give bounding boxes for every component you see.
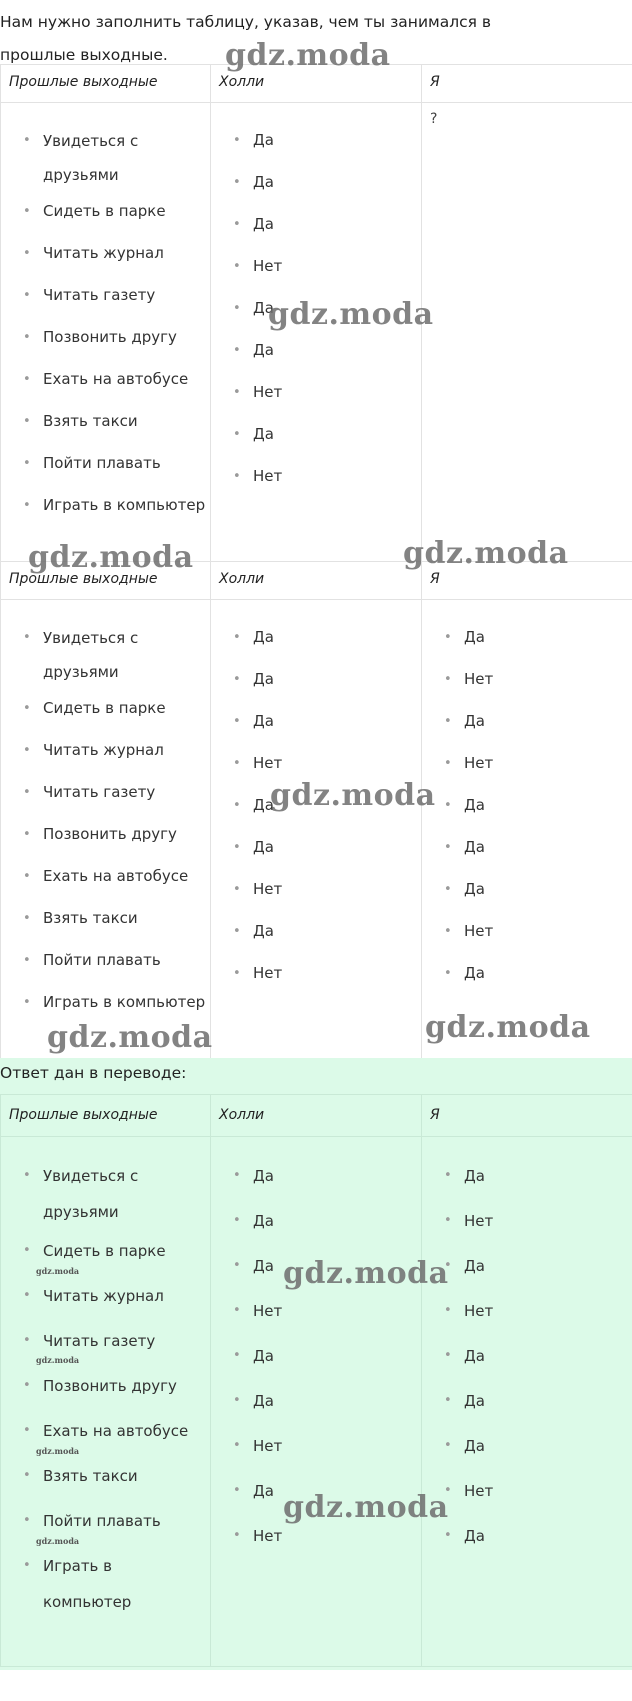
my-answer: • Нет [444, 1479, 632, 1503]
holly-cell [211, 600, 422, 1060]
intro-text: Нам нужно заполнить таблицу, указав, чем ты занимался в прошлые выходные. [0, 13, 492, 64]
activity-item: • Увидеться с друзьями [23, 124, 163, 192]
activity-item: • Сидеть в парке [23, 1239, 210, 1263]
table-answer [0, 1094, 632, 1667]
watermark: gdz.moda [283, 1490, 449, 1525]
activities-cell [1, 1137, 211, 1667]
watermark-small: gdz.moda [36, 1536, 80, 1546]
watermark: gdz.moda [28, 540, 194, 575]
activity-item: • Играть в компьютер [23, 992, 210, 1013]
holly-answer: • Да [233, 1479, 421, 1503]
activity-item: • Ехать на автобусе [23, 369, 210, 390]
my-answer: • Да [444, 795, 632, 816]
holly-answer: • Да [233, 795, 421, 816]
me-list [422, 600, 632, 984]
my-answer: • Нет [444, 753, 632, 774]
activity-item: • Позвонить другу [23, 824, 210, 845]
my-answer: • Да [444, 963, 632, 984]
activity-item: • Ехать на автобусе [23, 1419, 210, 1443]
header-weekend: Прошлые выходные [1, 1095, 211, 1137]
me-cell [422, 103, 632, 562]
holly-answer: • Нет [233, 963, 421, 984]
holly-answer: • Да [233, 1389, 421, 1413]
activity-item: • Позвонить другу [23, 327, 210, 348]
activity-item: • Взять такси [23, 908, 210, 929]
holly-answer: • Нет [233, 1524, 421, 1548]
activity-item: • Играть в компьютер [23, 495, 210, 516]
activity-item: • Читать журнал [23, 1284, 210, 1308]
my-answer: • Да [444, 1389, 632, 1413]
header-holly: Холли [211, 1095, 422, 1137]
activity-item: • Читать журнал [23, 740, 210, 761]
header-weekend: Прошлые выходные [1, 65, 211, 103]
my-answer: • Да [444, 711, 632, 732]
activity-item: • Увидеться с друзьями [23, 1158, 173, 1230]
activity-item: • Читать газету [23, 285, 210, 306]
holly-answer: • Нет [233, 753, 421, 774]
activity-item: • Сидеть в парке [23, 698, 210, 719]
my-answer: • Да [444, 1524, 632, 1548]
me-cell [422, 600, 632, 1060]
activity-item: • Взять такси [23, 1464, 210, 1488]
holly-answer: • Да [233, 921, 421, 942]
activity-item: • Играть в компьютер [23, 1548, 173, 1620]
my-answer: • Нет [444, 1209, 632, 1233]
holly-answer: • Да [233, 130, 421, 151]
question-mark: ? [430, 111, 438, 127]
activity-list [1, 1137, 210, 1620]
holly-answer: • Да [233, 837, 421, 858]
my-answer: • Да [444, 1164, 632, 1188]
holly-answer: • Да [233, 340, 421, 361]
activity-item: • Читать газету [23, 1329, 210, 1353]
activity-list [1, 600, 210, 1013]
activity-item: • Ехать на автобусе [23, 866, 210, 887]
holly-answer: • Нет [233, 879, 421, 900]
my-answer: • Да [444, 627, 632, 648]
holly-answer: • Да [233, 1254, 421, 1278]
activity-list [1, 103, 210, 516]
holly-cell [211, 1137, 422, 1667]
activity-item: • Взять такси [23, 411, 210, 432]
holly-answer: • Нет [233, 256, 421, 277]
my-answer: • Да [444, 879, 632, 900]
activity-item: • Позвонить другу [23, 1374, 210, 1398]
watermark-small: gdz.moda [36, 1355, 80, 1365]
holly-list [211, 1137, 421, 1548]
holly-answer: • Нет [233, 466, 421, 487]
holly-answer: • Да [233, 669, 421, 690]
header-holly: Холли [211, 562, 422, 600]
holly-cell [211, 103, 422, 562]
activities-cell [1, 600, 211, 1060]
my-answer: • Нет [444, 921, 632, 942]
holly-answer: • Нет [233, 1434, 421, 1458]
activity-item: • Пойти плавать [23, 1509, 210, 1533]
my-answer: • Да [444, 1434, 632, 1458]
watermark-small: gdz.moda [36, 1266, 80, 1276]
watermark-small: gdz.moda [36, 1446, 80, 1456]
watermark: gdz.moda [268, 297, 434, 332]
header-me: Я [422, 1095, 632, 1137]
holly-answer: • Да [233, 214, 421, 235]
header-me: Я [422, 65, 632, 103]
holly-answer: • Да [233, 424, 421, 445]
header-weekend: Прошлые выходные [1, 562, 211, 600]
holly-answer: • Нет [233, 1299, 421, 1323]
header-holly: Холли [211, 65, 422, 103]
holly-list [211, 103, 421, 487]
my-answer: • Нет [444, 669, 632, 690]
watermark: gdz.moda [270, 778, 436, 813]
watermark: gdz.moda [283, 1256, 449, 1291]
header-me: Я [422, 562, 632, 600]
watermark: gdz.moda [425, 1010, 591, 1045]
watermark: gdz.moda [225, 38, 391, 73]
activity-item: • Сидеть в парке [23, 201, 210, 222]
my-answer: • Да [444, 1344, 632, 1368]
activities-cell [1, 103, 211, 562]
activity-item: • Пойти плавать [23, 950, 210, 971]
watermark: gdz.moda [47, 1020, 213, 1055]
watermark: gdz.moda [403, 536, 569, 571]
my-answer: • Да [444, 837, 632, 858]
holly-answer: • Да [233, 627, 421, 648]
my-answer: • Нет [444, 1299, 632, 1323]
holly-answer: • Да [233, 1164, 421, 1188]
holly-answer: • Да [233, 298, 421, 319]
holly-answer: • Да [233, 172, 421, 193]
activity-item: • Читать газету [23, 782, 210, 803]
holly-answer: • Да [233, 1209, 421, 1233]
activity-item: • Читать журнал [23, 243, 210, 264]
activity-item: • Увидеться с друзьями [23, 621, 163, 689]
answer-title: Ответ дан в переводе: [0, 1064, 187, 1082]
holly-answer: • Да [233, 1344, 421, 1368]
my-answer: • Да [444, 1254, 632, 1278]
activity-item: • Пойти плавать [23, 453, 210, 474]
holly-answer: • Да [233, 711, 421, 732]
holly-answer: • Нет [233, 382, 421, 403]
me-list [422, 1137, 632, 1548]
me-cell [422, 1137, 632, 1667]
